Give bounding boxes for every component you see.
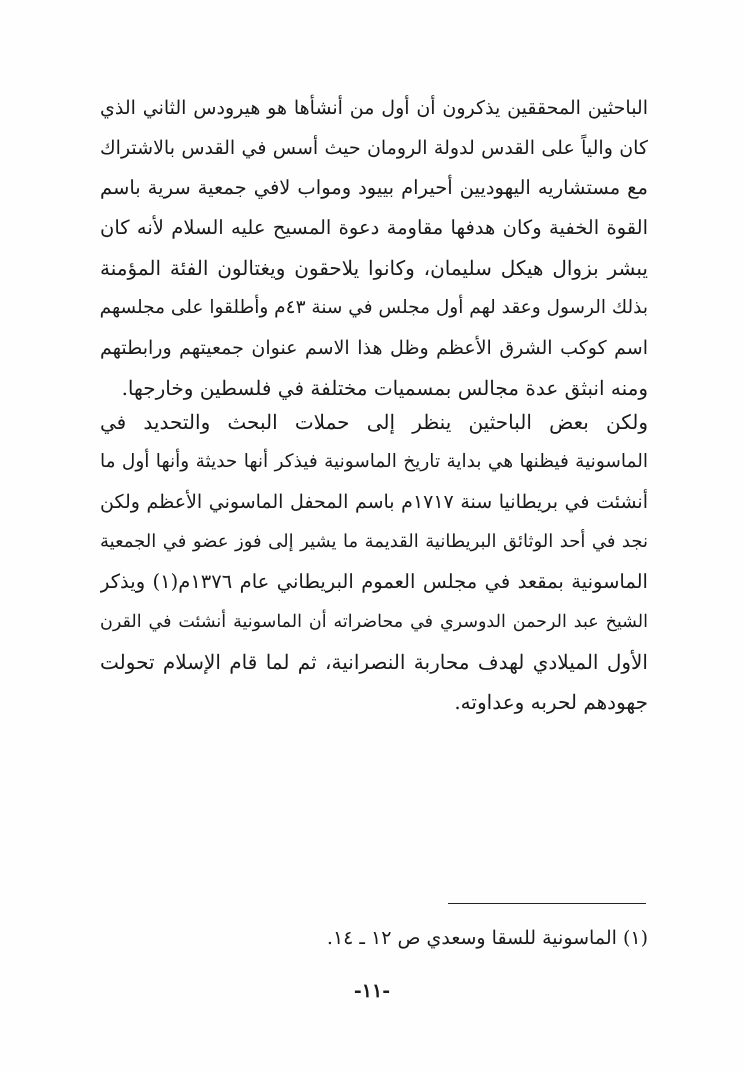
text-line: جهودهم لحربه وعداوته. (454, 690, 648, 714)
text-line: ولكن بعض الباحثين ينظر إلى حملات البحث والتحديد في (100, 410, 648, 434)
text-line: ومنه انبثق عدة مجالس بمسميات مختلفة في فلسطين وخارجها. (121, 376, 648, 400)
text-line: بذلك الرسول وعقد لهم أول مجلس في سنة ٤٣م وأطلقوا على مجلسهم (100, 297, 648, 318)
page-number: -١١- (353, 980, 391, 1002)
text-line: الماسونية بمقعد في مجلس العموم البريطاني عام ١٣٧٦م(١) ويذكر (100, 570, 648, 593)
text-line: الباحثين المحققين يذكرون أن أول من أنشأها هو هيرودس الثاني الذي (100, 97, 648, 119)
text-line: يبشر بزوال هيكل سليمان، وكانوا يلاحقون ويغتالون الفئة المؤمنة (100, 256, 648, 280)
text-line: اسم كوكب الشرق الأعظم وظل هذا الاسم عنوان جمعيتهم ورابطتهم (100, 337, 648, 359)
text-line: مع مستشاريه اليهوديين أحيرام بييود ومواب لافي جمعية سرية باسم (100, 176, 648, 199)
text-line: الشيخ عبد الرحمن الدوسري في محاضراته أن الماسونية أنشئت في القرن (100, 612, 648, 632)
text-line: الماسونية فيظنها هي بداية تاريخ الماسونية فيذكر أنها حديثة وأنها أول ما (100, 451, 648, 472)
paragraph-2 (100, 402, 648, 722)
paragraph-1 (100, 88, 648, 408)
text-line: الأول الميلادي لهدف محاربة النصرانية، ثم لما قام الإسلام تحولت (100, 650, 648, 674)
text-line: القوة الخفية وكان هدفها مقاومة دعوة المسيح عليه السلام لأنه كان (100, 216, 648, 239)
footnote-divider (448, 903, 646, 904)
text-line: أنشئت في بريطانيا سنة ١٧١٧م باسم المحفل الماسوني الأعظم ولكن (100, 491, 648, 513)
text-line: نجد في أحد الوثائق البريطانية القديمة ما يشير إلى فوز عضو في الجمعية (100, 531, 648, 552)
footnote: (١) الماسونية للسقا وسعدي ص ١٢ ـ ١٤. (326, 927, 648, 949)
text-line: كان والياً على القدس لدولة الرومان حيث أسس في القدس بالاشتراك (100, 137, 648, 159)
